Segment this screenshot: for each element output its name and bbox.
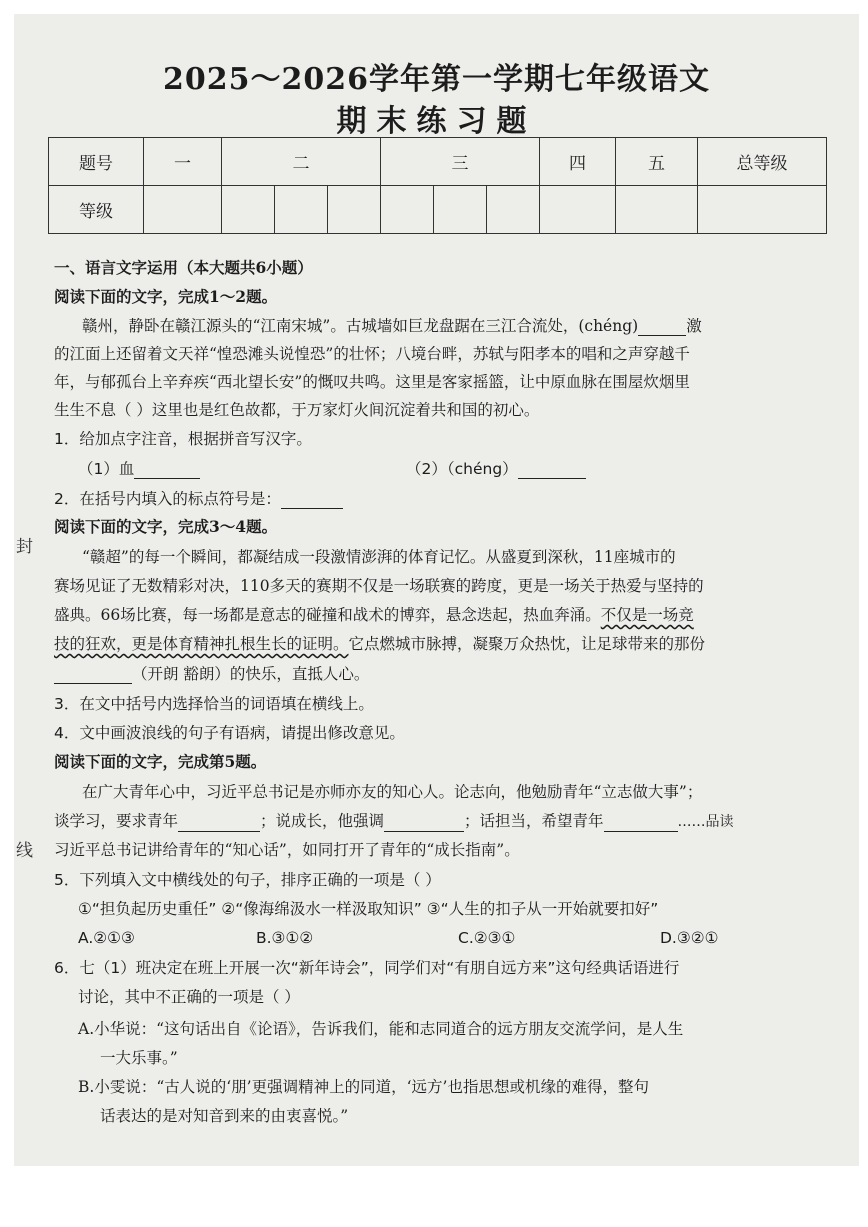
grade-cell[interactable] bbox=[275, 186, 328, 234]
grade-header-cell: 总等级 bbox=[698, 138, 827, 186]
reading-instruction-2: 阅读下面的文字，完成3～4题。 bbox=[54, 517, 278, 536]
answer-blank[interactable] bbox=[134, 462, 200, 479]
passage1-line: 生生不息（ ）这里也是红色故都，于万家灯火间沉淀着共和国的初心。 bbox=[54, 401, 540, 419]
passage1-line: 年，与郁孤台上辛弃疾“西北望长安”的慨叹共鸣。这里是客家摇篮，让中原血脉在围屋炊烟里 bbox=[54, 373, 690, 391]
grade-header-cell: 一 bbox=[144, 138, 222, 186]
answer-blank[interactable] bbox=[178, 815, 260, 832]
passage3-line: 习近平总书记讲给青年的“知心话”，如同打开了青年的“成长指南”。 bbox=[54, 841, 520, 859]
grade-header-cell: 四 bbox=[540, 138, 616, 186]
question-4: 4．文中画波浪线的句子有语病，请提出修改意见。 bbox=[54, 724, 405, 742]
question-1-part-b: （2）（chéng） bbox=[406, 459, 586, 479]
grade-cell[interactable] bbox=[540, 186, 616, 234]
answer-blank[interactable] bbox=[604, 815, 678, 832]
grade-cell[interactable] bbox=[698, 186, 827, 234]
grade-cell[interactable] bbox=[381, 186, 434, 234]
grade-cell[interactable] bbox=[144, 186, 222, 234]
wavy-underlined-sentence: 技的狂欢，更是体育精神扎根生长的证明。 bbox=[54, 635, 349, 653]
question-6-option-a-cont: 一大乐事。” bbox=[100, 1049, 178, 1067]
question-6-option-b-cont: 话表达的是对知音到来的由衷喜悦。” bbox=[100, 1107, 349, 1125]
question-5-option-a[interactable]: A.②①③ bbox=[78, 929, 135, 947]
passage3-line: 在广大青年心中，习近平总书记是亦师亦友的知心人。论志向，他勉励青年“立志做大事”； bbox=[82, 783, 703, 801]
grade-header-cell: 题号 bbox=[49, 138, 144, 186]
question-6: 6．七（1）班决定在班上开展一次“新年诗会”，同学们对“有朋自远方来”这句经典话语进行 bbox=[54, 959, 680, 977]
section-heading: 一、语言文字运用（本大题共6小题） bbox=[54, 258, 313, 277]
grade-header-cell: 三 bbox=[381, 138, 540, 186]
passage2-line: “赣超”的每一个瞬间，都凝结成一段激情澎湃的体育记忆。从盛夏到深秋，11座城市的 bbox=[82, 548, 676, 566]
passage1-line: 的江面上还留着文天祥“惶恐滩头说惶恐”的壮怀；八境台畔，苏轼与阳孝本的唱和之声穿越千 bbox=[54, 345, 690, 363]
grade-header-cell: 二 bbox=[222, 138, 381, 186]
answer-blank[interactable] bbox=[518, 462, 586, 479]
passage2-line: 技的狂欢，更是体育精神扎根生长的证明。它点燃城市脉搏，凝聚万众热忱，让足球带来的那份 bbox=[54, 635, 706, 653]
grade-table bbox=[48, 137, 827, 234]
question-6-cont: 讨论，其中不正确的一项是（ ） bbox=[78, 988, 300, 1006]
reading-instruction-3: 阅读下面的文字，完成第5题。 bbox=[54, 752, 267, 771]
exam-title: 2025～2026学年第一学期七年级语文 bbox=[163, 62, 710, 97]
grade-table-score-row bbox=[49, 186, 827, 234]
passage2-line: 盛典。66场比赛，每一场都是意志的碰撞和战术的博弈，悬念迭起，热血奔涌。不仅是一场竞 bbox=[54, 606, 694, 624]
question-1-part-a: （1）血 bbox=[78, 459, 200, 479]
question-6-option-b[interactable]: B.小雯说：“古人说的‘朋’更强调精神上的同道，‘远方’也指思想或机缘的难得，整句 bbox=[78, 1078, 649, 1096]
grade-cell[interactable] bbox=[487, 186, 540, 234]
question-5-option-c[interactable]: C.②③① bbox=[458, 929, 516, 947]
grade-table-header-row bbox=[49, 138, 827, 186]
wavy-underlined-sentence: 不仅是一场竞 bbox=[600, 606, 694, 624]
passage2-line: （开朗 豁朗）的快乐，直抵人心。 bbox=[54, 664, 369, 684]
answer-blank[interactable] bbox=[638, 319, 686, 336]
grade-cell[interactable] bbox=[328, 186, 381, 234]
grade-header-cell: 五 bbox=[616, 138, 698, 186]
answer-blank[interactable] bbox=[281, 492, 343, 509]
reading-instruction-1: 阅读下面的文字，完成1～2题。 bbox=[54, 287, 278, 306]
question-5-items: ①“担负起历史重任” ②“像海绵汲水一样汲取知识” ③“人生的扣子从一开始就要扣好” bbox=[78, 900, 659, 918]
question-5-option-d[interactable]: D.③②① bbox=[660, 929, 719, 947]
question-6-option-a[interactable]: A.小华说：“这句话出自《论语》，告诉我们，能和志同道合的远方朋友交流学问，是人生 bbox=[78, 1020, 684, 1038]
passage1-line: 赣州，静卧在赣江源头的“江南宋城”。古城墙如巨龙盘踞在三江合流处，(chéng) 激 bbox=[82, 317, 702, 335]
grade-row-label: 等级 bbox=[49, 186, 144, 234]
question-5-option-b[interactable]: B.③①② bbox=[256, 929, 314, 947]
answer-blank[interactable] bbox=[54, 667, 132, 684]
grade-cell[interactable] bbox=[222, 186, 275, 234]
question-2: 2．在括号内填入的标点符号是： bbox=[54, 489, 343, 509]
passage2-line: 赛场见证了无数精彩对决，110多天的赛期不仅是一场联赛的跨度，更是一场关于热爱与坚持的 bbox=[54, 577, 704, 595]
answer-blank[interactable] bbox=[384, 815, 464, 832]
grade-cell[interactable] bbox=[616, 186, 698, 234]
binding-mark-line: 线 bbox=[16, 841, 33, 861]
question-3: 3．在文中括号内选择恰当的词语填在横线上。 bbox=[54, 695, 374, 713]
exam-subtitle: 期末练习题 bbox=[336, 104, 537, 139]
passage3-line: 谈学习，要求青年 ；说成长，他强调 ；话担当，希望青年 ……品读 bbox=[54, 812, 734, 830]
binding-mark-seal: 封 bbox=[16, 537, 33, 557]
exam-paper bbox=[14, 14, 859, 1166]
question-1: 1．给加点字注音，根据拼音写汉字。 bbox=[54, 430, 312, 448]
question-5: 5．下列填入文中横线处的句子，排序正确的一项是（ ） bbox=[54, 871, 441, 889]
grade-cell[interactable] bbox=[434, 186, 487, 234]
